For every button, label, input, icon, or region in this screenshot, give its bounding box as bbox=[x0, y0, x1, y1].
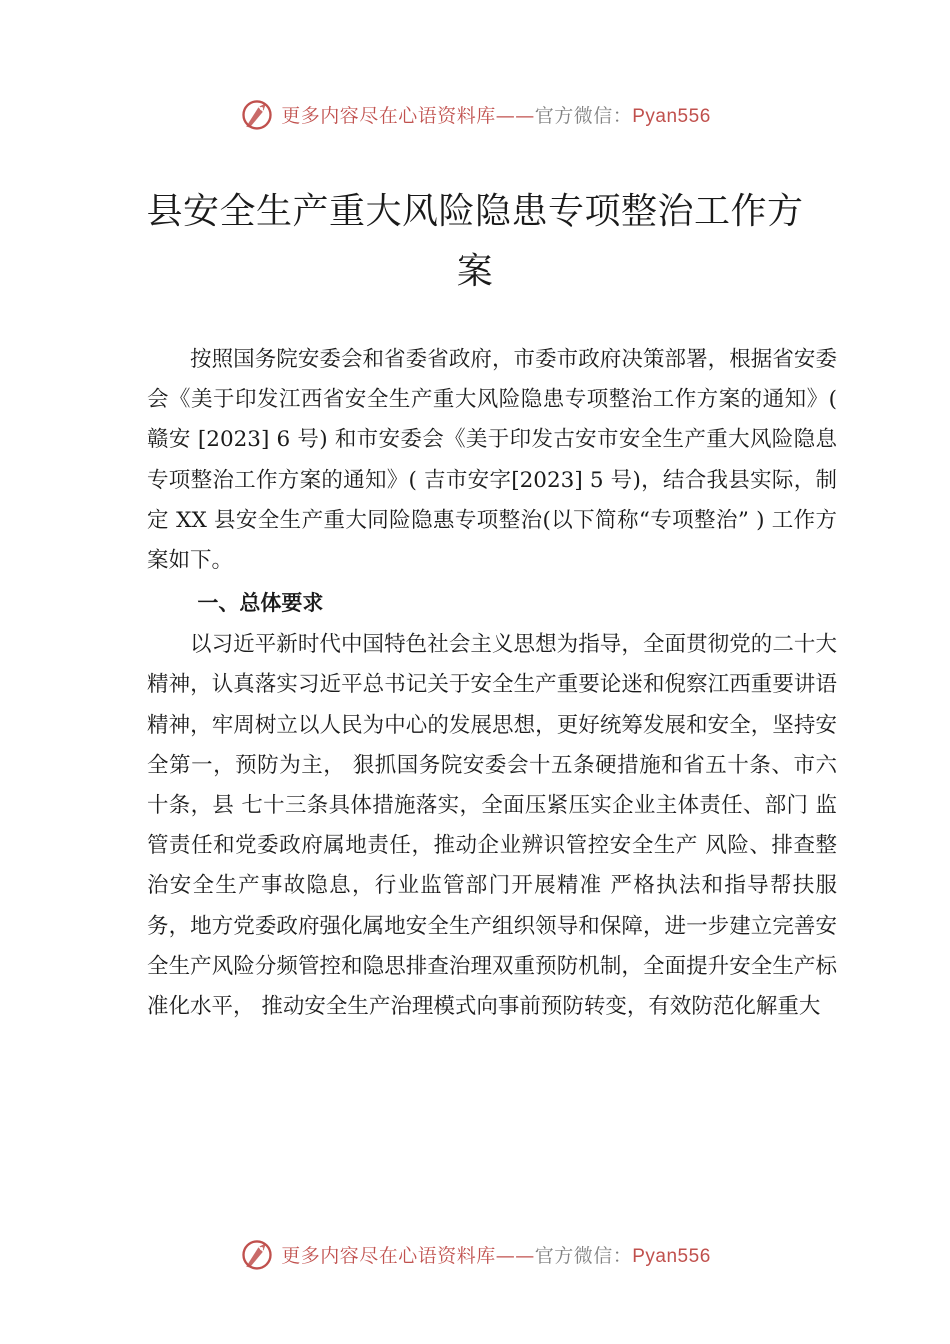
footer-banner bbox=[0, 1232, 950, 1276]
pen-nib-logo-icon bbox=[239, 1236, 275, 1272]
banner-text: 更多内容尽在心语资料库——官方微信：Pyan556 bbox=[281, 1244, 711, 1267]
banner-text: 更多内容尽在心语资料库——官方微信：Pyan556 bbox=[281, 104, 711, 127]
section-heading: 一、总体要求 bbox=[197, 591, 324, 616]
pen-nib-logo-icon bbox=[239, 96, 275, 132]
header-banner bbox=[0, 92, 950, 136]
document-title: 县安全生产重大风险隐患专项整治工作方案 bbox=[146, 191, 804, 292]
intro-paragraph: 按照国务院安委会和省委省政府，市委市政府决策部署，根据省安委会《美于印发江西省安全生产重大风险隐患专项整治工作方案的通知》( 赣安 [2023] 6 号) 和市安委会《美于印发古安市安全生产重大风险隐息专项整治工作方案的通知》( 吉市安字[2023] 5 号)，结合我县实际，制定 XX 县安全生产重大同险隐惠专项整治(以下简称“专项整治” ) 工作方案如下。 bbox=[147, 347, 837, 574]
wechat-label: 官方微信： bbox=[534, 1244, 633, 1267]
document-body bbox=[147, 340, 837, 1027]
wechat-id: Pyan556 bbox=[632, 1245, 711, 1267]
section-paragraph: 以习近平新时代中国特色社会主义思想为指导，全面贯彻党的二十大精神，认真落实习近平总书记关于安全生产重要论迷和倪察江西重要讲语精神，牢周树立以人民为中心的发展思想，更好统筹发展和安全，坚持安全第一，预防为主， 狠抓国务院安委会十五条硬措施和省五十条、市六十条，县 七十三条具体措施落实，全面压紧压实企业主体责任、部门 监管责任和党委政府属地责任，推动企业辨识管控安全生产 风险、排查整治安全生产事故隐息，行业监管部门开展精准 严格执法和指导帮扶服务，地方党委政府强化属地安全生产组织领导和保障，进一步建立完善安全生产风险分频管控和隐思排查治理双重预防机制，全面提升安全生产标准化水平， 推动安全生产治理模式向事前预防转变，有效防范化解重大 bbox=[147, 632, 837, 1020]
wechat-id: Pyan556 bbox=[632, 105, 711, 127]
wechat-label: 官方微信： bbox=[534, 104, 633, 127]
